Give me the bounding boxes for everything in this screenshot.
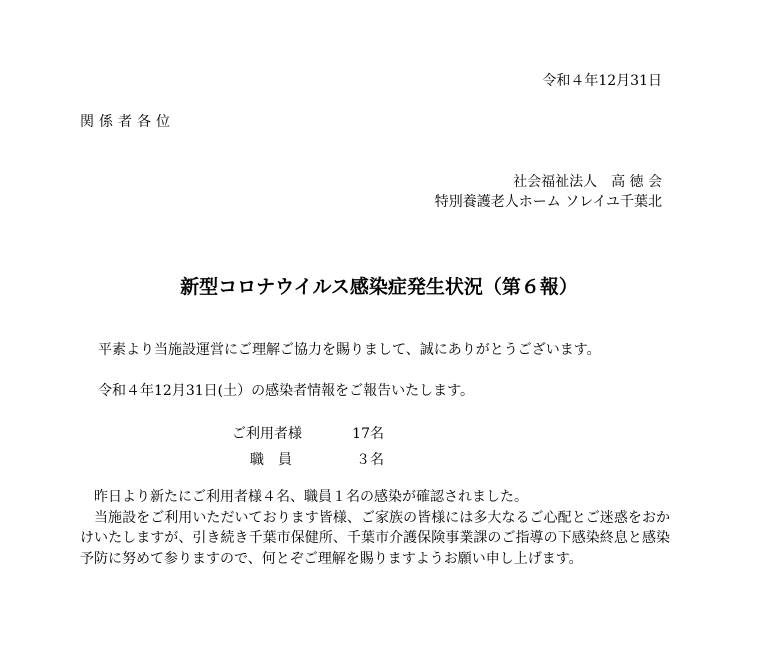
body-text [80,487,670,569]
count-label-users: ご利用者様 [232,426,302,442]
document-title: 新型コロナウイルス感染症発生状況（第６報） [180,276,578,298]
report-intro: 令和４年12月31日(土）の感染者情報をご報告いたします。 [98,383,474,399]
document-date: 令和４年12月31日 [542,73,662,89]
count-row-staff [232,451,384,469]
facility-name: 特別養護老人ホーム ソレイユ千葉北 [434,194,662,210]
greeting-text: 平素より当施設運営にご理解ご協力を賜りまして、誠にありがとうございます。 [98,342,601,358]
apology-paragraph: 当施設をご利用いただいております皆様、ご家族の皆様には多大なるご心配とご迷惑をおかけいたしますが、引き続き千葉市保健所、千葉市介護保険事業課のご指導の下感染終息と感染予防に努めて参りますので、何とぞご理解を賜りますようお願い申し上げます。 [80,509,670,567]
addressee: 関係者各位 [80,114,175,130]
count-value-users: 17名 [352,426,384,442]
organization-name: 社会福祉法人 高 徳 会 [513,174,662,190]
count-label-staff: 職員 [250,452,306,468]
count-row-users [232,425,384,443]
count-value-staff: ３名 [356,452,384,468]
new-cases-sentence: 昨日より新たにご利用者様４名、職員１名の感染が確認されました。 [94,489,528,505]
